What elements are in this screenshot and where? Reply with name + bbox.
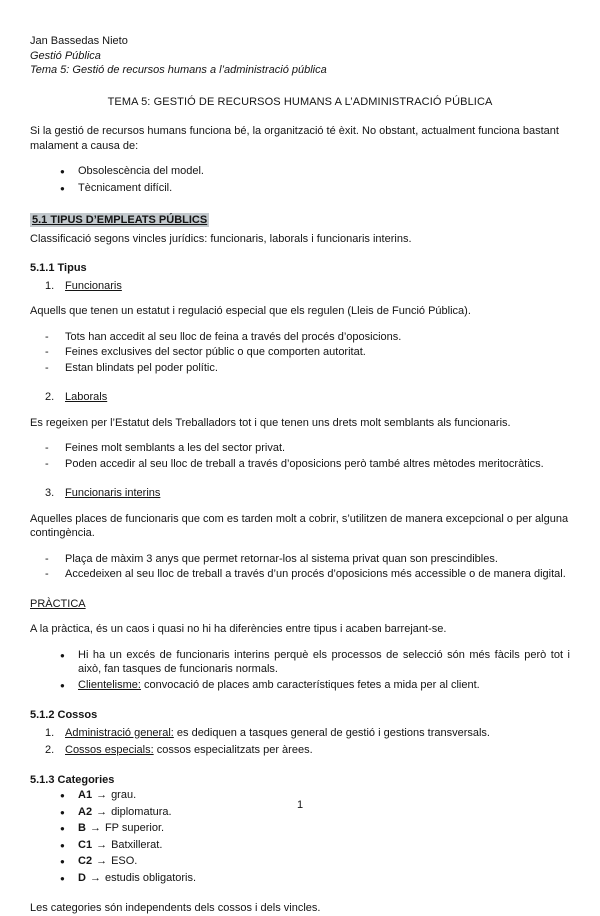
item-description: Es regeixen per l’Estatut dels Treballadors tot i que tenen uns drets molt semblants als funcionaris. [30, 416, 511, 429]
author-line: Jan Bassedas Nieto [30, 35, 128, 47]
list-item-text: Tots han accedit al seu lloc de feina a través del procés d’oposicions. [65, 330, 402, 343]
numbered-item [45, 743, 570, 758]
list-item [45, 330, 570, 345]
page-title: TEMA 5: GESTIÓ DE RECURSOS HUMANS A L’ADMINISTRACIÓ PÚBLICA [107, 95, 493, 108]
list-item-prefix: Clientelisme: [78, 678, 141, 691]
section-5-1-lead: Classificació segons vincles jurídics: funcionaris, laborals i funcionaris interins. [30, 232, 412, 245]
numbered-item [45, 279, 570, 294]
document-header [30, 34, 570, 78]
dash-icon [45, 330, 65, 345]
page-number: 1 [296, 798, 304, 811]
list-item-text [78, 838, 162, 854]
item-prefix: Administració general: [65, 726, 174, 739]
item-title: Funcionaris interins [65, 487, 161, 499]
category-desc: diplomatura. [111, 805, 172, 818]
list-item-body: convocació de places amb característiques fetes a mida per al client. [140, 678, 480, 691]
list-item [45, 567, 570, 582]
category-code: C1 [78, 838, 93, 851]
list-item [60, 871, 570, 887]
course-line: Gestió Pública [30, 49, 101, 62]
item-text [65, 743, 313, 758]
arrow-icon: → [89, 822, 101, 834]
list-item-text: Obsolescència del model. [78, 165, 204, 177]
bullet-icon [60, 871, 78, 887]
list-item [60, 181, 570, 197]
category-desc: estudis obligatoris. [104, 871, 197, 884]
practica-heading: PRÀCTICA [30, 597, 86, 610]
item-title: Laborals [65, 391, 108, 403]
category-desc: ESO. [111, 855, 138, 867]
intro-list [30, 164, 570, 196]
item-number: 1. [45, 279, 55, 292]
list-item [45, 441, 570, 456]
list-item-text: Accedeixen al seu lloc de treball a través d’un procés d’oposicions més accessible o de manera digital. [65, 568, 566, 580]
list-item-text [78, 854, 137, 870]
bullet-icon [60, 821, 78, 837]
category-desc: FP superior. [104, 822, 165, 834]
section-5-1-heading [30, 213, 570, 228]
list-item-text: Feines molt semblants a les del sector privat. [65, 442, 286, 454]
arrow-icon: → [96, 805, 108, 818]
bullet-icon [60, 838, 78, 854]
dash-icon [45, 361, 65, 376]
item-number: 2. [45, 744, 55, 756]
bullet-icon [60, 678, 78, 694]
numbered-item [45, 726, 570, 741]
list-item [45, 457, 570, 472]
section-5-1-1-heading: 5.1.1 Tipus [30, 262, 87, 274]
item-number: 1. [45, 726, 55, 739]
list-item-text: Plaça de màxim 3 anys que permet retornar-los al sistema privat quan son prescindibles. [65, 552, 498, 565]
bullet-icon [60, 854, 78, 870]
category-desc: Batxillerat. [111, 838, 163, 851]
item-number: 3. [45, 487, 55, 499]
list-item [45, 361, 570, 376]
list-item-text: Estan blindats pel poder polític. [65, 361, 218, 374]
list-item-text [78, 871, 196, 887]
highlighted-heading-text: 5.1 TIPUS D’EMPLEATS PÚBLICS [32, 214, 208, 226]
list-item [60, 648, 570, 677]
dash-icon [45, 441, 65, 456]
bullet-icon [60, 164, 78, 180]
category-desc: grau. [111, 789, 137, 801]
item-body: cossos especialitzats per àrees. [153, 744, 313, 756]
list-item-text [78, 678, 480, 694]
practica-lead: A la pràctica, és un caos i quasi no hi ha diferències entre tipus i acaben barrejant-se. [30, 623, 447, 635]
item-body: es dediquen a tasques general de gestió i gestions transversals. [173, 726, 490, 739]
dash-icon [45, 552, 65, 567]
item-text [65, 726, 490, 741]
dash-icon [45, 457, 65, 472]
intro-paragraph: Si la gestió de recursos humans funciona bé, la organització té èxit. No obstant, actualment funciona bastant malament a causa de: [30, 125, 559, 152]
list-item-text [78, 648, 570, 677]
list-item [60, 838, 570, 854]
category-code: A2 [78, 805, 93, 818]
item-prefix: Cossos especials: [65, 744, 154, 756]
topic-line: Tema 5: Gestió de recursos humans a l’administració pública [30, 64, 327, 76]
list-item-body: Hi ha un excés de funcionaris interins perquè els processos de selecció són més fàcils però tot i això, fan tasques de funcionaris normals. [78, 648, 570, 675]
arrow-icon: → [96, 838, 108, 851]
section-5-1-2-heading: 5.1.2 Cossos [30, 709, 98, 721]
numbered-item [45, 486, 570, 501]
list-item [45, 552, 570, 567]
list-item-text: Feines exclusives del sector públic o que comporten autoritat. [65, 346, 366, 358]
dash-icon [45, 345, 65, 360]
list-item [60, 164, 570, 180]
list-item-text: Tècnicament difícil. [78, 181, 173, 194]
arrow-icon: → [89, 871, 101, 884]
list-item [60, 678, 570, 694]
category-code: C2 [78, 855, 93, 867]
list-item [60, 854, 570, 870]
category-code: A1 [78, 789, 93, 801]
list-item [60, 821, 570, 837]
list-item-text [78, 821, 164, 837]
numbered-item [45, 390, 570, 405]
category-code: D [78, 871, 86, 884]
section-5-1-3-heading: 5.1.3 Categories [30, 773, 115, 786]
category-code: B [78, 822, 86, 834]
practica-heading-row [30, 597, 570, 612]
list-item-text: Poden accedir al seu lloc de treball a través d’oposicions però també altres mètodes meritocràtics. [65, 457, 544, 470]
list-item [45, 345, 570, 360]
categories-note: Les categories són independents dels cossos i dels vincles. [30, 902, 321, 914]
item-description: Aquelles places de funcionaris que com es tarden molt a cobrir, s’utilitzen de manera excepcional o per alguna contingència. [30, 512, 569, 539]
item-number: 2. [45, 391, 55, 403]
arrow-icon: → [96, 855, 108, 867]
dash-icon [45, 567, 65, 582]
arrow-icon: → [96, 789, 108, 801]
item-description: Aquells que tenen un estatut i regulació especial que els regulen (Lleis de Funció Pública). [30, 305, 471, 317]
bullet-icon [60, 648, 78, 677]
bullet-icon [60, 181, 78, 197]
item-title: Funcionaris [65, 279, 122, 292]
